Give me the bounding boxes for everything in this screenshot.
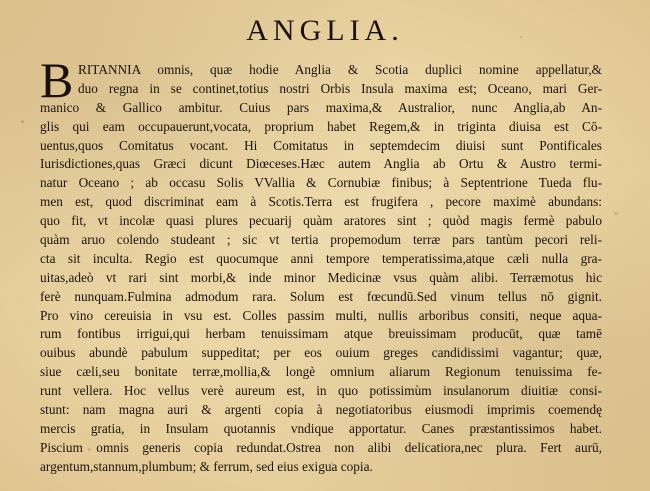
text-line: runt vellera. Hoc vellus verè aureum est, in quo potissimùm insulanorum diuitiæ consi-: [40, 383, 602, 399]
text-line: argentum,stannum,plumbum; & ferrum, sed eius exigua copia.: [40, 458, 373, 474]
text-line: natur Oceano ; ab occasu Solis VVallia & Cornubiæ finibus; à Septentrione Tueda flu-: [40, 175, 602, 191]
text-line: siue cæli,seu bonitate terræ,mollia,& longè omnium aliarum Regionum tenuissima fe-: [40, 364, 602, 380]
text-line: glis qui eam occupauerunt,vocata, proprium habet Regem,& in triginta diuisa est Cō-: [40, 118, 602, 134]
body-text: [40, 61, 602, 477]
paper-speck: [614, 212, 618, 215]
text-line: cta sit inculta. Regio est quocumque anni tempore temperatissima,atque cæli nulla gra-: [40, 250, 602, 266]
page-title: ANGLIA.: [246, 14, 404, 47]
text-line: mercis gratia, in Insulam quotannis vndique apportatur. Canes præstantissimos habet.: [40, 420, 602, 436]
text-line: Iurisdictiones,quas Græci dicunt Diœceses.Hæc autem Anglia ab Ortu & Austro termi-: [40, 156, 602, 172]
text-line: duo regna in se continet,totius nostri Orbis Insula maxima est; Oceano, mari Ger-: [78, 80, 602, 96]
text-line: rum fontibus irrigui,qui herbam tenuissimam atque breuissimam producūt, quæ tamē: [40, 326, 602, 342]
text-line: quo fit, vt incolæ quasi plures pecuarij quàm aratores sint ; quòd magis fermè pabulo: [40, 213, 602, 229]
paper-speck: [21, 120, 24, 123]
drop-cap-initial: B: [40, 52, 74, 108]
text-line: Pro vino cereuisia in vsu est. Colles passim multi, nullis arboribus consiti, neque aqua-: [40, 307, 602, 323]
text-line: manico & Gallico ambitur. Cuius pars maxima,& Australior, nunc Anglia,ab An-: [40, 99, 602, 115]
text-line: uitas,adeò vt rari sint morbi,& inde minor Medicinæ vsus quàm alibi. Terræmotus hic: [40, 269, 602, 285]
text-line: uentus,quos Comitatus vocant. Hi Comitatus in septemdecim diuisi sunt Pontificales: [40, 137, 602, 153]
text-line: stunt: nam magna auri & argenti copia à negotiatoribus eiusmodi imprimis coemendę: [40, 402, 602, 418]
text-line: quàm aruo colendo studeant ; sic vt tertia propemodum terræ pars tantùm pecori reli-: [40, 232, 602, 248]
text-line: Piscium omnis generis copia redundat.Ostrea non alibi delicatiora,nec plura. Fert aurū,: [40, 439, 602, 455]
text-line: ferè nunquam.Fulmina admodum rara. Solum est fœcundū.Sed vinum tellus nō gignit.: [40, 288, 602, 304]
text-line: men est, quod discriminat eam à Scotis.Terra est frugifera , pecore maximè abundans:: [40, 194, 602, 210]
text-line: ouibus abundè pabulum suppeditat; per eos ouium greges candidissimi vagantur; quæ,: [40, 345, 602, 361]
text-line: RITANNIA omnis, quæ hodie Anglia & Scotia duplici nomine appellatur,&: [78, 62, 602, 77]
